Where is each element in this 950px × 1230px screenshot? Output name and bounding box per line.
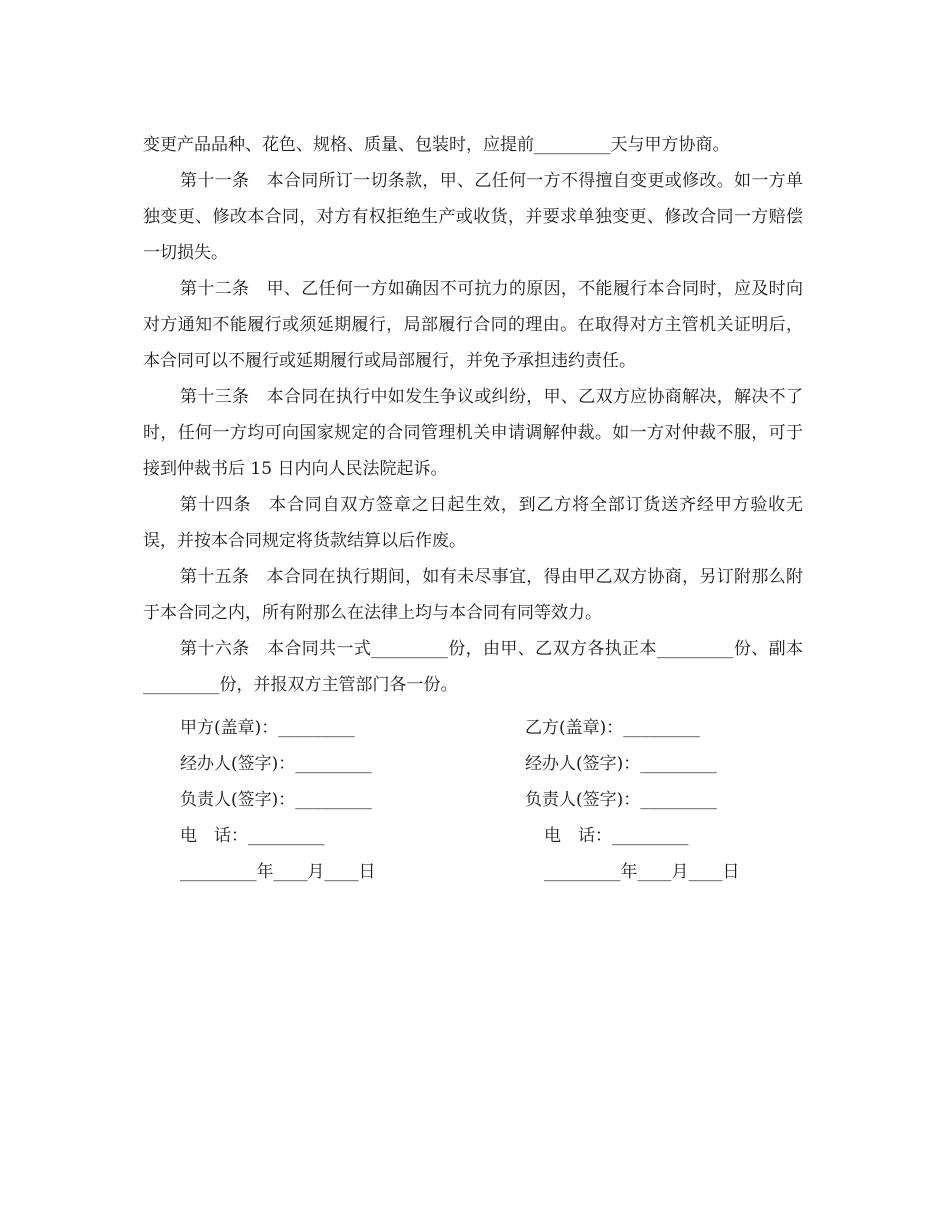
signature-row-seal xyxy=(180,710,780,746)
paragraph-continuation: 变更产品品种、花色、规格、质量、包装时，应提前_________天与甲方协商。 xyxy=(143,135,730,155)
signature-block xyxy=(180,710,780,890)
article-13: 第十三条 本合同在执行中如发生争议或纠纷，甲、乙双方应协商解决，解决不了时，任何一方均可向国家规定的合同管理机关申请调解仲裁。如一方对仲裁不服，可于接到仲裁书后 15 日内向人民法院起诉。 xyxy=(143,387,803,479)
article-14: 第十四条 本合同自双方签章之日起生效，到乙方将全部订货送齐经甲方验收无误，并按本合同规定将货款结算以后作废。 xyxy=(143,495,803,551)
signature-row-responsible xyxy=(180,782,780,818)
party-a-responsible: 负责人(签字)：_________ xyxy=(180,790,372,810)
party-b-date: _________年____月____日 xyxy=(544,862,740,882)
party-b-agent: 经办人(签字)：_________ xyxy=(525,754,717,774)
signature-row-phone xyxy=(180,818,780,854)
article-15: 第十五条 本合同在执行期间，如有未尽事宜，得由甲乙双方协商，另订附那么附于本合同之内，所有附那么在法律上均与本合同有同等效力。 xyxy=(143,567,803,623)
contract-body xyxy=(143,127,803,703)
party-a-date: _________年____月____日 xyxy=(180,862,376,882)
party-a-seal: 甲方(盖章)：_________ xyxy=(180,718,355,738)
article-11: 第十一条 本合同所订一切条款，甲、乙任何一方不得擅自变更或修改。如一方单独变更、修改本合同，对方有权拒绝生产或收货，并要求单独变更、修改合同一方赔偿一切损失。 xyxy=(143,171,803,263)
party-a-agent: 经办人(签字)：_________ xyxy=(180,754,372,774)
signature-row-date xyxy=(180,854,780,890)
article-12: 第十二条 甲、乙任何一方如确因不可抗力的原因，不能履行本合同时，应及时向对方通知不能履行或须延期履行，局部履行合同的理由。在取得对方主管机关证明后，本合同可以不履行或延期履行或局部履行，并免予承担违约责任。 xyxy=(143,279,803,371)
article-16: 第十六条 本合同共一式_________份，由甲、乙双方各执正本_________份、副本_________份，并报双方主管部门各一份。 xyxy=(143,639,803,695)
party-b-responsible: 负责人(签字)：_________ xyxy=(525,790,717,810)
party-a-phone: 电 话：_________ xyxy=(180,826,325,846)
party-b-phone: 电 话：_________ xyxy=(544,826,689,846)
signature-row-agent xyxy=(180,746,780,782)
party-b-seal: 乙方(盖章)：_________ xyxy=(525,718,700,738)
